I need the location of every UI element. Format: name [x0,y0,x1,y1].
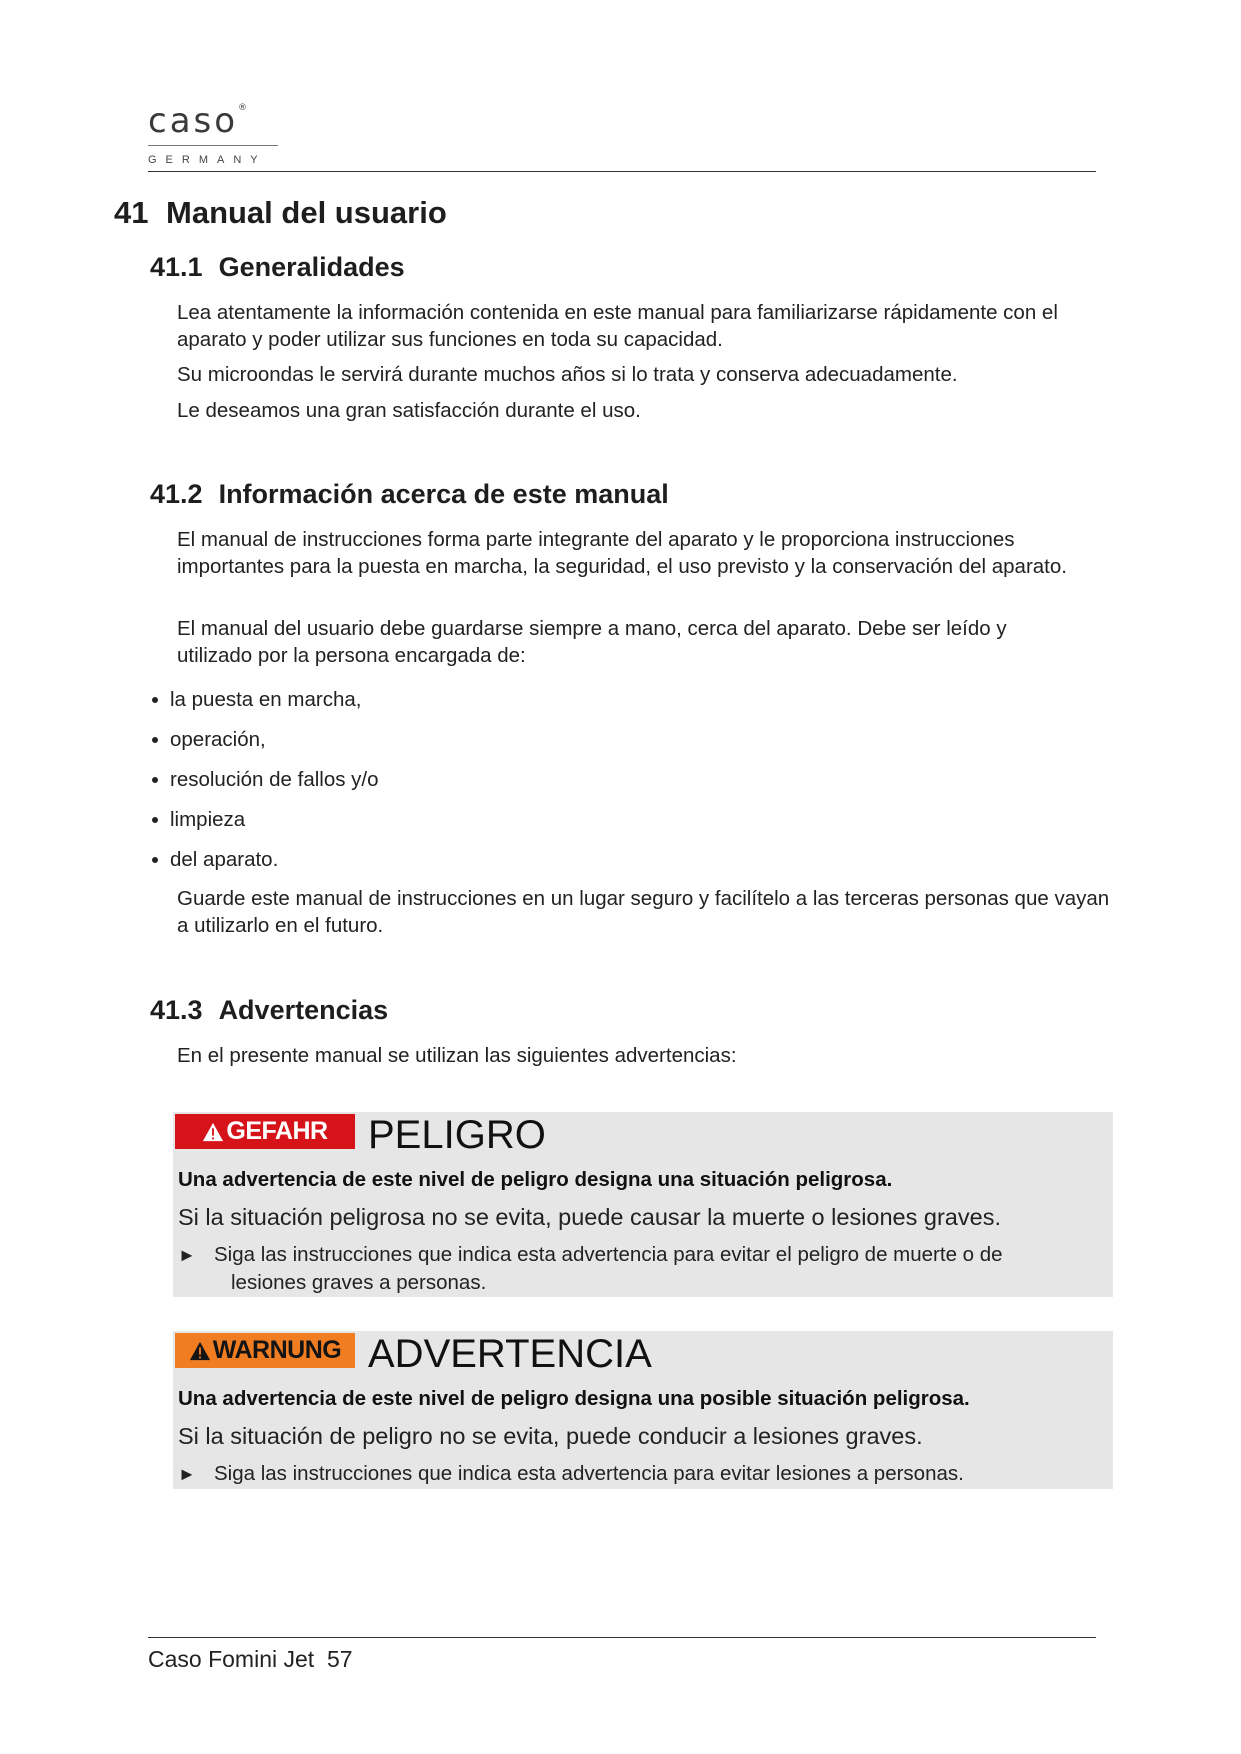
logo-subtitle: GERMANY [148,154,267,166]
caso-logo [148,101,283,174]
instruction-text: Siga las instrucciones que indica esta advertencia para evitar lesiones a personas. [214,1462,964,1485]
section-number: 41.3 [150,995,203,1025]
warning-consequence: Si la situación peligrosa no se evita, puede causar la muerte o lesiones graves. [178,1204,1001,1230]
list-item: operación, [150,726,379,766]
warning-box-warning [173,1331,1113,1489]
warning-lead: Una advertencia de este nivel de peligro designa una situación peligrosa. [178,1168,893,1191]
section-title: Información acerca de este manual [218,479,669,509]
badge-label: GEFAHR [226,1117,328,1145]
section-title: Advertencias [218,995,389,1025]
warning-triangle-icon [189,1340,211,1362]
chapter-heading [114,195,447,231]
section-title: Generalidades [218,252,405,282]
instruction-text: Siga las instrucciones que indica esta advertencia para evitar el peligro de muerte o de [214,1243,1003,1266]
warning-box-danger [173,1112,1113,1297]
list-item: la puesta en marcha, [150,686,379,726]
warning-triangle-icon [202,1121,224,1143]
paragraph: Guarde este manual de instrucciones en un lugar seguro y facilítelo a las terceras personas que vayan a utilizarlo en el futuro. [177,887,1110,937]
logo-registered-mark: ® [238,103,248,113]
badge-label: WARNUNG [212,1336,342,1364]
list-item: limpieza [150,806,379,846]
chapter-number: 41 [114,195,149,230]
chapter-title: Manual del usuario [166,195,447,230]
paragraph: En el presente manual se utilizan las siguientes advertencias: [177,1044,737,1067]
section-heading-generalidades [150,252,405,283]
list-item: resolución de fallos y/o [150,766,379,806]
page-number: 57 [326,1646,353,1672]
warning-title: PELIGRO [368,1113,546,1157]
gefahr-badge [175,1114,355,1149]
logo-wordmark: caso [148,101,239,141]
arrow-icon: ► [178,1464,196,1484]
section-heading-informacion [150,479,669,510]
section-number: 41.2 [150,479,203,509]
header-divider [148,171,1096,172]
paragraph: Le deseamos una gran satisfacción durante el uso. [177,399,641,422]
warning-instruction [178,1460,1098,1488]
page-footer [148,1646,353,1673]
footer-product: Caso Fomini Jet [148,1646,315,1672]
section-number: 41.1 [150,252,203,282]
warning-instruction [178,1241,1098,1296]
footer-divider [148,1637,1096,1638]
section-heading-advertencias [150,995,388,1026]
warnung-badge [175,1333,355,1368]
warning-title: ADVERTENCIA [368,1332,652,1376]
paragraph: El manual del usuario debe guardarse siempre a mano, cerca del aparato. Debe ser leído y utilizado por la persona encargada de: [177,617,1007,667]
warning-consequence: Si la situación de peligro no se evita, puede conducir a lesiones graves. [178,1423,923,1449]
bullet-list [150,686,379,886]
list-item: del aparato. [150,846,379,886]
arrow-icon: ► [178,1245,196,1265]
instruction-text-continued: lesiones graves a personas. [231,1271,487,1294]
warning-lead: Una advertencia de este nivel de peligro designa una posible situación peligrosa. [178,1387,970,1410]
paragraph: Su microondas le servirá durante muchos años si lo trata y conserva adecuadamente. [177,363,958,386]
logo-divider [148,145,278,146]
paragraph: Lea atentamente la información contenida en este manual para familiarizarse rápidamente con el aparato y poder utilizar sus funciones en toda su capacidad. [177,301,1058,351]
paragraph: El manual de instrucciones forma parte integrante del aparato y le proporciona instrucciones importantes para la puesta en marcha, la seguridad, el uso previsto y la conservación del aparato. [177,528,1067,578]
